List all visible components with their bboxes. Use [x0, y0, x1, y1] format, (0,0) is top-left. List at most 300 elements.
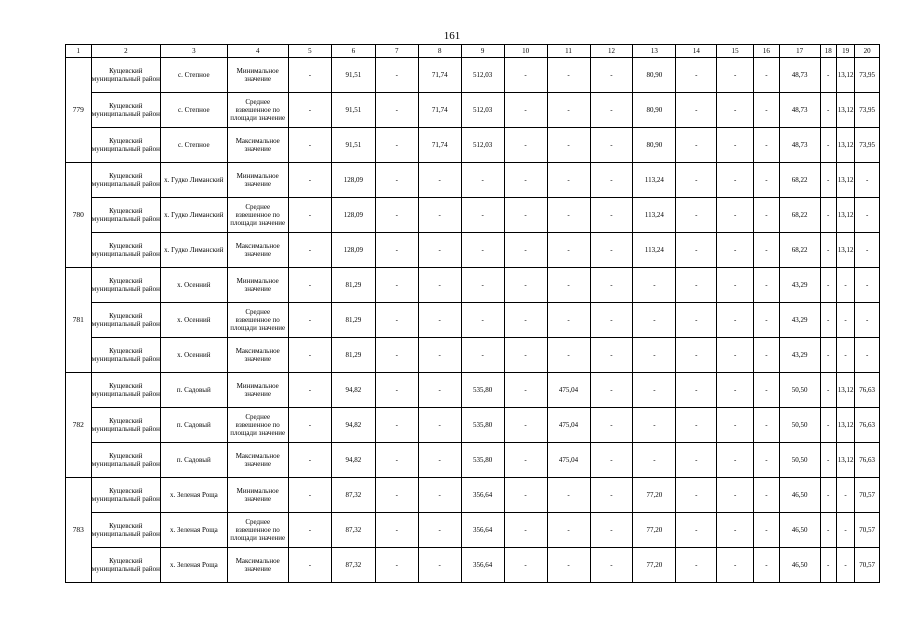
- table-row: [66, 478, 880, 513]
- table-cell-col-16: -: [754, 443, 780, 478]
- column-header-16: 16: [754, 45, 780, 58]
- table-cell-col-5: -: [288, 268, 331, 303]
- table-cell-col-2: Кущевский муниципальный район: [91, 373, 161, 408]
- table-cell-col-7: -: [375, 478, 418, 513]
- table-cell-col-11: -: [547, 58, 590, 93]
- table-cell-col-17: 46,50: [779, 513, 820, 548]
- table-cell-col-20: 70,57: [855, 513, 880, 548]
- table-cell-col-11: -: [547, 128, 590, 163]
- table-cell-col-17: 68,22: [779, 198, 820, 233]
- table-cell-col-9: 512,03: [461, 93, 504, 128]
- table-cell-col-20: 73,95: [855, 93, 880, 128]
- table-cell-col-12: -: [590, 408, 633, 443]
- table-cell-col-16: -: [754, 128, 780, 163]
- table-cell-col-11: -: [547, 198, 590, 233]
- table-cell-col-20: 76,63: [855, 408, 880, 443]
- table-row: [66, 163, 880, 198]
- table-cell-col-20: 73,95: [855, 58, 880, 93]
- table-cell-col-15: -: [717, 303, 754, 338]
- table-cell-col-14: -: [676, 338, 717, 373]
- table-cell-col-7: -: [375, 198, 418, 233]
- table-cell-col-9: 512,03: [461, 58, 504, 93]
- table-cell-col-6: 87,32: [331, 478, 375, 513]
- table-cell-col-10: -: [504, 58, 547, 93]
- table-row: [66, 303, 880, 338]
- table-cell-col-7: -: [375, 513, 418, 548]
- row-number-cell: 779: [66, 58, 92, 163]
- table-cell-col-17: 48,73: [779, 58, 820, 93]
- table-cell-col-8: -: [418, 513, 461, 548]
- table-cell-col-4: Минимальное значение: [227, 268, 288, 303]
- table-cell-col-7: -: [375, 268, 418, 303]
- table-cell-col-18: -: [820, 513, 836, 548]
- table-cell-col-5: -: [288, 478, 331, 513]
- table-cell-col-19: -: [836, 338, 854, 373]
- column-header-13: 13: [633, 45, 676, 58]
- table-cell-col-13: -: [633, 373, 676, 408]
- table-cell-col-7: -: [375, 373, 418, 408]
- table-cell-col-19: 13,12: [836, 233, 854, 268]
- table-cell-col-2: Кущевский муниципальный район: [91, 443, 161, 478]
- table-cell-col-10: -: [504, 443, 547, 478]
- table-cell-col-3: с. Степное: [161, 93, 227, 128]
- table-cell-col-5: -: [288, 303, 331, 338]
- table-cell-col-14: -: [676, 163, 717, 198]
- column-header-14: 14: [676, 45, 717, 58]
- table-row: [66, 548, 880, 583]
- column-header-12: 12: [590, 45, 633, 58]
- table-cell-col-20: -: [855, 338, 880, 373]
- table-cell-col-16: -: [754, 198, 780, 233]
- table-cell-col-7: -: [375, 93, 418, 128]
- table-cell-col-18: -: [820, 408, 836, 443]
- table-cell-col-18: -: [820, 338, 836, 373]
- table-cell-col-12: -: [590, 163, 633, 198]
- table-cell-col-5: -: [288, 443, 331, 478]
- table-cell-col-9: 356,64: [461, 548, 504, 583]
- table-cell-col-9: 512,03: [461, 128, 504, 163]
- table-cell-col-17: 50,50: [779, 443, 820, 478]
- table-cell-col-9: -: [461, 338, 504, 373]
- table-cell-col-3: х. Осенний: [161, 303, 227, 338]
- table-cell-col-3: х. Зеленая Роща: [161, 478, 227, 513]
- table-row: [66, 58, 880, 93]
- table-cell-col-3: х. Зеленая Роща: [161, 548, 227, 583]
- table-cell-col-6: 81,29: [331, 338, 375, 373]
- column-header-8: 8: [418, 45, 461, 58]
- table-cell-col-17: 46,50: [779, 478, 820, 513]
- table-cell-col-2: Кущевский муниципальный район: [91, 268, 161, 303]
- table-cell-col-11: 475,04: [547, 443, 590, 478]
- table-cell-col-12: -: [590, 198, 633, 233]
- table-cell-col-6: 91,51: [331, 58, 375, 93]
- table-cell-col-4: Среднее взвешенное по площади значение: [227, 93, 288, 128]
- table-cell-col-19: -: [836, 478, 854, 513]
- table-cell-col-6: 128,09: [331, 233, 375, 268]
- table-cell-col-2: Кущевский муниципальный район: [91, 93, 161, 128]
- table-cell-col-15: -: [717, 373, 754, 408]
- table-cell-col-8: 71,74: [418, 128, 461, 163]
- table-cell-col-7: -: [375, 163, 418, 198]
- table-cell-col-8: -: [418, 373, 461, 408]
- table-cell-col-8: 71,74: [418, 58, 461, 93]
- table-cell-col-15: -: [717, 128, 754, 163]
- table-cell-col-19: -: [836, 548, 854, 583]
- table-cell-col-8: -: [418, 268, 461, 303]
- table-cell-col-14: -: [676, 408, 717, 443]
- table-cell-col-15: -: [717, 198, 754, 233]
- table-cell-col-11: -: [547, 338, 590, 373]
- table-cell-col-10: -: [504, 548, 547, 583]
- table-cell-col-12: -: [590, 338, 633, 373]
- table-cell-col-18: -: [820, 548, 836, 583]
- table-cell-col-8: -: [418, 548, 461, 583]
- table-row: [66, 373, 880, 408]
- table-cell-col-12: -: [590, 303, 633, 338]
- table-cell-col-16: -: [754, 163, 780, 198]
- table-cell-col-13: 113,24: [633, 163, 676, 198]
- table-cell-col-5: -: [288, 338, 331, 373]
- table-cell-col-6: 87,32: [331, 548, 375, 583]
- table-cell-col-10: -: [504, 128, 547, 163]
- table-cell-col-19: 13,12: [836, 128, 854, 163]
- column-header-18: 18: [820, 45, 836, 58]
- table-cell-col-16: -: [754, 478, 780, 513]
- table-cell-col-2: Кущевский муниципальный район: [91, 58, 161, 93]
- table-cell-col-8: -: [418, 408, 461, 443]
- table-cell-col-20: -: [855, 233, 880, 268]
- table-cell-col-4: Максимальное значение: [227, 338, 288, 373]
- data-table: [65, 44, 880, 583]
- table-cell-col-19: -: [836, 513, 854, 548]
- table-cell-col-7: -: [375, 338, 418, 373]
- table-cell-col-14: -: [676, 443, 717, 478]
- table-cell-col-3: х. Гудко Лиманский: [161, 198, 227, 233]
- table-cell-col-10: -: [504, 478, 547, 513]
- table-cell-col-18: -: [820, 198, 836, 233]
- table-cell-col-18: -: [820, 478, 836, 513]
- table-cell-col-16: -: [754, 408, 780, 443]
- table-cell-col-6: 94,82: [331, 408, 375, 443]
- table-cell-col-15: -: [717, 338, 754, 373]
- table-cell-col-14: -: [676, 513, 717, 548]
- table-cell-col-12: -: [590, 478, 633, 513]
- table-cell-col-9: -: [461, 303, 504, 338]
- table-cell-col-13: 77,20: [633, 513, 676, 548]
- table-cell-col-8: -: [418, 233, 461, 268]
- table-cell-col-11: 475,04: [547, 373, 590, 408]
- table-row: [66, 408, 880, 443]
- table-cell-col-3: п. Садовый: [161, 443, 227, 478]
- table-cell-col-17: 50,50: [779, 408, 820, 443]
- table-row: [66, 198, 880, 233]
- table-cell-col-5: -: [288, 93, 331, 128]
- table-cell-col-17: 43,29: [779, 338, 820, 373]
- table-cell-col-11: -: [547, 268, 590, 303]
- table-cell-col-2: Кущевский муниципальный район: [91, 548, 161, 583]
- table-cell-col-18: -: [820, 233, 836, 268]
- table-cell-col-12: -: [590, 128, 633, 163]
- table-cell-col-14: -: [676, 478, 717, 513]
- table-cell-col-20: 76,63: [855, 443, 880, 478]
- column-header-20: 20: [855, 45, 880, 58]
- table-cell-col-18: -: [820, 128, 836, 163]
- table-cell-col-17: 68,22: [779, 233, 820, 268]
- table-cell-col-14: -: [676, 128, 717, 163]
- table-cell-col-4: Среднее взвешенное по площади значение: [227, 408, 288, 443]
- table-cell-col-6: 81,29: [331, 268, 375, 303]
- table-cell-col-9: 356,64: [461, 478, 504, 513]
- table-cell-col-16: -: [754, 513, 780, 548]
- table-cell-col-15: -: [717, 478, 754, 513]
- table-cell-col-13: 80,90: [633, 58, 676, 93]
- row-number-cell: 781: [66, 268, 92, 373]
- table-cell-col-18: -: [820, 163, 836, 198]
- table-cell-col-12: -: [590, 233, 633, 268]
- table-cell-col-2: Кущевский муниципальный район: [91, 128, 161, 163]
- table-cell-col-19: 13,12: [836, 408, 854, 443]
- column-header-11: 11: [547, 45, 590, 58]
- table-cell-col-18: -: [820, 268, 836, 303]
- table-cell-col-14: -: [676, 93, 717, 128]
- table-cell-col-9: -: [461, 233, 504, 268]
- table-cell-col-15: -: [717, 163, 754, 198]
- table-cell-col-17: 46,50: [779, 548, 820, 583]
- table-cell-col-11: -: [547, 93, 590, 128]
- table-cell-col-19: 13,12: [836, 163, 854, 198]
- table-cell-col-15: -: [717, 548, 754, 583]
- table-cell-col-16: -: [754, 58, 780, 93]
- table-cell-col-10: -: [504, 268, 547, 303]
- table-cell-col-3: с. Степное: [161, 128, 227, 163]
- table-cell-col-6: 94,82: [331, 373, 375, 408]
- table-cell-col-12: -: [590, 58, 633, 93]
- table-cell-col-10: -: [504, 513, 547, 548]
- table-cell-col-4: Среднее взвешенное по площади значение: [227, 303, 288, 338]
- table-cell-col-3: п. Садовый: [161, 408, 227, 443]
- table-cell-col-10: -: [504, 338, 547, 373]
- table-cell-col-6: 91,51: [331, 93, 375, 128]
- table-cell-col-11: 475,04: [547, 408, 590, 443]
- table-cell-col-7: -: [375, 548, 418, 583]
- table-cell-col-15: -: [717, 268, 754, 303]
- table-cell-col-7: -: [375, 443, 418, 478]
- table-cell-col-11: -: [547, 513, 590, 548]
- column-header-9: 9: [461, 45, 504, 58]
- table-cell-col-20: 70,57: [855, 548, 880, 583]
- table-cell-col-10: -: [504, 303, 547, 338]
- table-cell-col-12: -: [590, 268, 633, 303]
- table-cell-col-14: -: [676, 268, 717, 303]
- table-cell-col-13: 77,20: [633, 478, 676, 513]
- table-cell-col-5: -: [288, 548, 331, 583]
- table-cell-col-13: -: [633, 338, 676, 373]
- table-cell-col-18: -: [820, 93, 836, 128]
- table-cell-col-8: -: [418, 338, 461, 373]
- table-cell-col-2: Кущевский муниципальный район: [91, 338, 161, 373]
- table-cell-col-3: х. Зеленая Роща: [161, 513, 227, 548]
- table-cell-col-19: 13,12: [836, 198, 854, 233]
- table-cell-col-20: -: [855, 163, 880, 198]
- table-cell-col-16: -: [754, 233, 780, 268]
- table-cell-col-19: 13,12: [836, 93, 854, 128]
- table-cell-col-14: -: [676, 233, 717, 268]
- table-cell-col-19: 13,12: [836, 58, 854, 93]
- table-cell-col-9: -: [461, 268, 504, 303]
- table-cell-col-14: -: [676, 303, 717, 338]
- table-cell-col-3: х. Гудко Лиманский: [161, 163, 227, 198]
- table-cell-col-4: Среднее взвешенное по площади значение: [227, 198, 288, 233]
- table-cell-col-13: -: [633, 303, 676, 338]
- table-cell-col-6: 94,82: [331, 443, 375, 478]
- table-cell-col-12: -: [590, 548, 633, 583]
- page-number: 161: [443, 30, 461, 42]
- table-cell-col-6: 91,51: [331, 128, 375, 163]
- table-cell-col-4: Максимальное значение: [227, 128, 288, 163]
- table-cell-col-9: -: [461, 198, 504, 233]
- column-header-4: 4: [227, 45, 288, 58]
- table-cell-col-18: -: [820, 303, 836, 338]
- table-cell-col-17: 50,50: [779, 373, 820, 408]
- table-cell-col-9: 535,80: [461, 408, 504, 443]
- table-cell-col-10: -: [504, 163, 547, 198]
- table-cell-col-2: Кущевский муниципальный район: [91, 198, 161, 233]
- table-cell-col-13: 80,90: [633, 128, 676, 163]
- table-cell-col-4: Минимальное значение: [227, 163, 288, 198]
- table-cell-col-17: 43,29: [779, 268, 820, 303]
- table-cell-col-9: 535,80: [461, 443, 504, 478]
- column-header-15: 15: [717, 45, 754, 58]
- table-cell-col-10: -: [504, 233, 547, 268]
- table-cell-col-13: -: [633, 408, 676, 443]
- column-header-2: 2: [91, 45, 161, 58]
- table-cell-col-19: 13,12: [836, 443, 854, 478]
- table-cell-col-10: -: [504, 408, 547, 443]
- column-header-10: 10: [504, 45, 547, 58]
- table-cell-col-10: -: [504, 198, 547, 233]
- table-cell-col-12: -: [590, 513, 633, 548]
- table-cell-col-5: -: [288, 128, 331, 163]
- table-cell-col-8: 71,74: [418, 93, 461, 128]
- table-cell-col-4: Минимальное значение: [227, 478, 288, 513]
- table-cell-col-12: -: [590, 373, 633, 408]
- table-cell-col-5: -: [288, 233, 331, 268]
- table-cell-col-2: Кущевский муниципальный район: [91, 408, 161, 443]
- table-cell-col-6: 81,29: [331, 303, 375, 338]
- table-cell-col-14: -: [676, 373, 717, 408]
- table-cell-col-16: -: [754, 338, 780, 373]
- table-cell-col-3: х. Осенний: [161, 268, 227, 303]
- table-cell-col-19: -: [836, 268, 854, 303]
- row-number-cell: 783: [66, 478, 92, 583]
- table-cell-col-2: Кущевский муниципальный район: [91, 513, 161, 548]
- table-cell-col-8: -: [418, 443, 461, 478]
- table-cell-col-9: -: [461, 163, 504, 198]
- column-header-5: 5: [288, 45, 331, 58]
- table-header-row: [66, 45, 880, 58]
- table-cell-col-4: Среднее взвешенное по площади значение: [227, 513, 288, 548]
- row-number-cell: 782: [66, 373, 92, 478]
- table-cell-col-16: -: [754, 373, 780, 408]
- table-cell-col-10: -: [504, 93, 547, 128]
- column-header-19: 19: [836, 45, 854, 58]
- table-cell-col-6: 128,09: [331, 163, 375, 198]
- table-cell-col-7: -: [375, 58, 418, 93]
- table-cell-col-15: -: [717, 233, 754, 268]
- table-cell-col-3: п. Садовый: [161, 373, 227, 408]
- table-cell-col-11: -: [547, 233, 590, 268]
- table-cell-col-15: -: [717, 513, 754, 548]
- table-cell-col-13: 113,24: [633, 233, 676, 268]
- table-cell-col-20: -: [855, 303, 880, 338]
- table-cell-col-15: -: [717, 443, 754, 478]
- table-cell-col-12: -: [590, 93, 633, 128]
- table-row: [66, 233, 880, 268]
- table-cell-col-19: -: [836, 303, 854, 338]
- table-cell-col-19: 13,12: [836, 373, 854, 408]
- table-cell-col-5: -: [288, 373, 331, 408]
- table-cell-col-12: -: [590, 443, 633, 478]
- table-cell-col-7: -: [375, 128, 418, 163]
- table-cell-col-5: -: [288, 163, 331, 198]
- table-cell-col-13: -: [633, 443, 676, 478]
- table-cell-col-6: 128,09: [331, 198, 375, 233]
- table-cell-col-20: 73,95: [855, 128, 880, 163]
- table-cell-col-3: х. Осенний: [161, 338, 227, 373]
- table-cell-col-2: Кущевский муниципальный район: [91, 233, 161, 268]
- table-cell-col-9: 535,80: [461, 373, 504, 408]
- column-header-17: 17: [779, 45, 820, 58]
- table-cell-col-8: -: [418, 478, 461, 513]
- table-cell-col-15: -: [717, 58, 754, 93]
- table-cell-col-16: -: [754, 93, 780, 128]
- table-cell-col-8: -: [418, 163, 461, 198]
- table-cell-col-20: -: [855, 198, 880, 233]
- table-cell-col-13: -: [633, 268, 676, 303]
- table-cell-col-5: -: [288, 513, 331, 548]
- table-cell-col-14: -: [676, 198, 717, 233]
- table-cell-col-7: -: [375, 408, 418, 443]
- table-cell-col-20: -: [855, 268, 880, 303]
- table-cell-col-11: -: [547, 478, 590, 513]
- table-cell-col-4: Минимальное значение: [227, 373, 288, 408]
- table-cell-col-20: 70,57: [855, 478, 880, 513]
- table-cell-col-4: Максимальное значение: [227, 548, 288, 583]
- table-cell-col-6: 87,32: [331, 513, 375, 548]
- table-cell-col-11: -: [547, 163, 590, 198]
- table-body: [66, 45, 880, 583]
- table-row: [66, 513, 880, 548]
- table-row: [66, 268, 880, 303]
- column-header-6: 6: [331, 45, 375, 58]
- table-cell-col-2: Кущевский муниципальный район: [91, 478, 161, 513]
- table-cell-col-11: -: [547, 548, 590, 583]
- table-cell-col-2: Кущевский муниципальный район: [91, 163, 161, 198]
- table-cell-col-17: 43,29: [779, 303, 820, 338]
- table-cell-col-13: 77,20: [633, 548, 676, 583]
- table-cell-col-7: -: [375, 233, 418, 268]
- table-cell-col-16: -: [754, 303, 780, 338]
- table-cell-col-13: 80,90: [633, 93, 676, 128]
- table-cell-col-9: 356,64: [461, 513, 504, 548]
- table-row: [66, 93, 880, 128]
- table-cell-col-16: -: [754, 268, 780, 303]
- table-cell-col-2: Кущевский муниципальный район: [91, 303, 161, 338]
- table-cell-col-8: -: [418, 303, 461, 338]
- table-row: [66, 338, 880, 373]
- table-cell-col-18: -: [820, 373, 836, 408]
- table-cell-col-8: -: [418, 198, 461, 233]
